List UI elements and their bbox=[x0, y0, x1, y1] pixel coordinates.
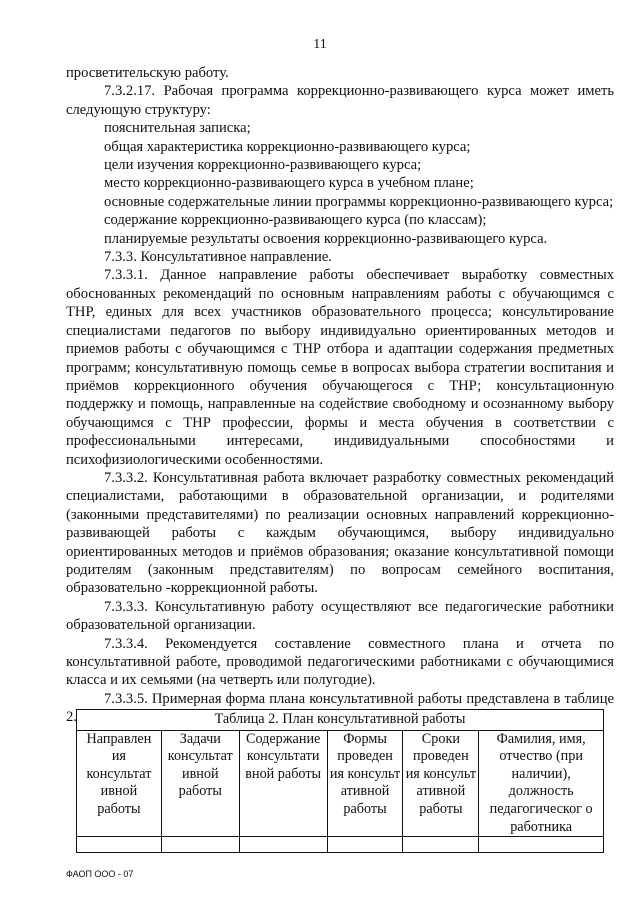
paragraph: 7.3.3.3. Консультативную работу осуществляют все педагогические работники образовательной организации. bbox=[66, 598, 614, 634]
list-item: место коррекционно-развивающего курса в учебном плане; bbox=[104, 175, 474, 192]
document-body bbox=[66, 64, 614, 727]
list-item: цели изучения коррекционно-развивающего курса; bbox=[104, 157, 422, 174]
table-cell bbox=[327, 837, 403, 853]
table-cell bbox=[77, 837, 162, 853]
table-header-cell: Фамилия, имя, отчество (при наличии), должность педагогическог о работника bbox=[479, 730, 604, 837]
table-caption: Таблица 2. План консультативной работы bbox=[77, 710, 604, 731]
table-header-cell: Сроки проведен ия консульт ативной работы bbox=[403, 730, 479, 837]
table-cell bbox=[161, 837, 239, 853]
list-item: пояснительная записка; bbox=[104, 120, 251, 137]
table-header-row bbox=[77, 730, 604, 837]
paragraph: 7.3.2.17. Рабочая программа коррекционно-развивающего курса может иметь следующую структуру: bbox=[66, 83, 614, 118]
list-item: содержание коррекционно-развивающего курса (по классам); bbox=[104, 212, 487, 229]
paragraph: 7.3.3.4. Рекомендуется составление совместного плана и отчета по консультативной работе, проводимой педагогическими работниками с обучающимися класса и их семьями (на четверть или полугодие). bbox=[66, 635, 614, 689]
table-cell bbox=[479, 837, 604, 853]
table-header-cell: Формы проведен ия консульт ативной работы bbox=[327, 730, 403, 837]
table-header-cell: Содержание консультати вной работы bbox=[239, 730, 327, 837]
table-row bbox=[77, 837, 604, 853]
table-cell bbox=[239, 837, 327, 853]
table-header-cell: Задачи консультат ивной работы bbox=[161, 730, 239, 837]
paragraph: просветительскую работу. bbox=[66, 65, 229, 81]
table-header-cell: Направлен ия консультат ивной работы bbox=[77, 730, 162, 837]
footer-code: ФАОП ООО - 07 bbox=[66, 869, 134, 879]
list-item: основные содержательные линии программы коррекционно-развивающего курса; bbox=[104, 193, 614, 210]
page-number: 11 bbox=[313, 37, 327, 52]
section-heading: 7.3.3. Консультативное направление. bbox=[104, 249, 332, 266]
list-item: планируемые результаты освоения коррекционно-развивающего курса. bbox=[104, 230, 548, 247]
paragraph: 7.3.3.2. Консультативная работа включает разработку совместных рекомендаций специалистами, работающими в образовательной организации, и родителями (законными представителями) по реализации основных направлений коррекционно-развивающей работы с каждым обучающимся, выбору индивидуально ориентированных методов и приёмов образования; оказание консультативной помощи родителям (законным представителям) по вопросам семейного воспитания, образовательно -коррекционной работы. bbox=[66, 469, 614, 597]
paragraph: 7.3.3.5. Примерная форма плана консультативной работы представлена в таблице 2. bbox=[66, 690, 614, 726]
paragraph: 7.3.3.1. Данное направление работы обеспечивает выработку совместных обоснованных рекомендаций по основным направлениям работы с обучающимся с ТНР, единых для всех участников образовательного процесса; консультирование специалистами педагогов по выбору индивидуально ориентированных методов и приемов работы с обучающимся с ТНР отбора и адаптации содержания предметных программ; консультативную помощь семье в вопросах выбора стратегии воспитания и приёмов коррекционного обучения обучающегося с ТНР; консультационную поддержку и помощь, направленные на содействие свободному и осознанному выбору обучающимся с ТНР профессии, формы и места обучения в соответствии с профессиональными интересами, индивидуальными способностями и психофизиологическими особенностями. bbox=[66, 267, 614, 468]
list-item: общая характеристика коррекционно-развивающего курса; bbox=[104, 138, 471, 155]
table-cell bbox=[403, 837, 479, 853]
consultation-plan-table bbox=[76, 709, 604, 853]
